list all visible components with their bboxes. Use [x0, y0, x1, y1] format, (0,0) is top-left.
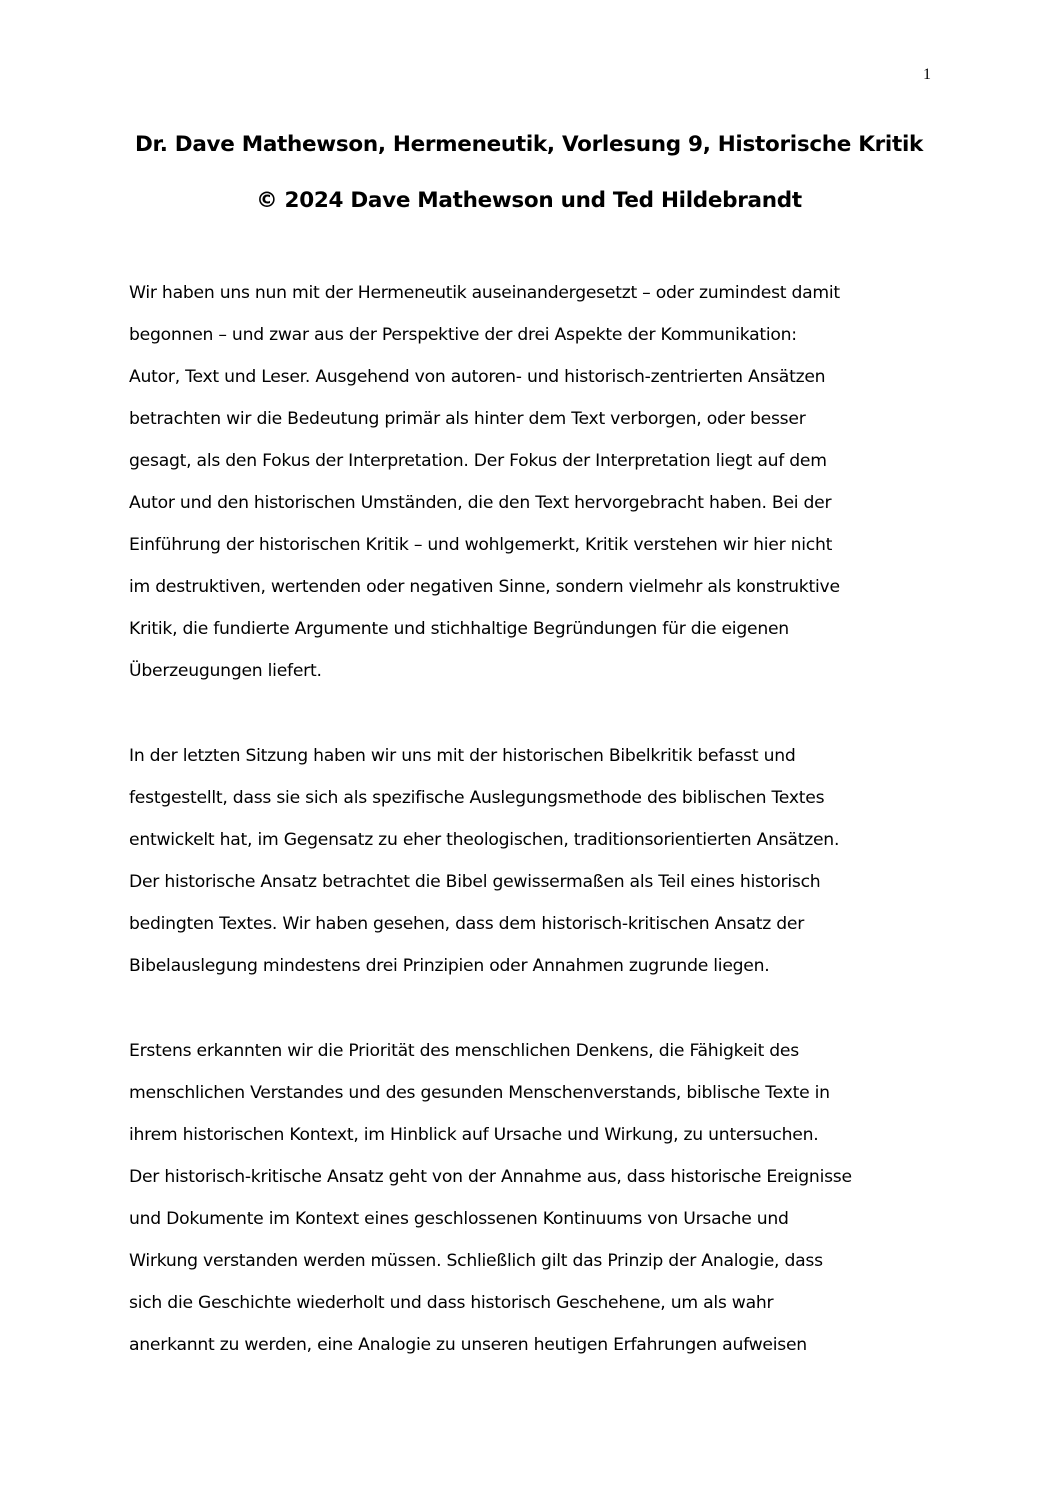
text-line: und Dokumente im Kontext eines geschlossenen Kontinuums von Ursache und [129, 1209, 789, 1229]
text-line: Überzeugungen liefert. [129, 661, 322, 681]
text-line: entwickelt hat, im Gegensatz zu eher theologischen, traditionsorientierten Ansätzen. [129, 830, 840, 850]
text-line: Autor, Text und Leser. Ausgehend von autoren- und historisch-zentrierten Ansätzen [129, 367, 826, 387]
text-line: Kritik, die fundierte Argumente und stichhaltige Begründungen für die eigenen [129, 619, 789, 639]
text-line: gesagt, als den Fokus der Interpretation. Der Fokus der Interpretation liegt auf dem [129, 451, 827, 471]
text-line: Erstens erkannten wir die Priorität des menschlichen Denkens, die Fähigkeit des [129, 1041, 799, 1061]
text-line: Der historisch-kritische Ansatz geht von der Annahme aus, dass historische Ereignisse [129, 1167, 852, 1187]
paragraph-2 [129, 735, 949, 987]
text-line: Einführung der historischen Kritik – und wohlgemerkt, Kritik verstehen wir hier nicht [129, 535, 833, 555]
text-line: Wir haben uns nun mit der Hermeneutik auseinandergesetzt – oder zumindest damit [129, 283, 840, 303]
copyright-line: © 2024 Dave Mathewson und Ted Hildebrandt [256, 188, 802, 213]
text-line: bedingten Textes. Wir haben gesehen, dass dem historisch-kritischen Ansatz der [129, 914, 805, 934]
paragraph-3 [129, 1030, 949, 1366]
text-line: anerkannt zu werden, eine Analogie zu unseren heutigen Erfahrungen aufweisen [129, 1335, 807, 1355]
paragraph-1 [129, 272, 949, 692]
text-line: Wirkung verstanden werden müssen. Schließlich gilt das Prinzip der Analogie, dass [129, 1251, 823, 1271]
text-line: im destruktiven, wertenden oder negativen Sinne, sondern vielmehr als konstruktive [129, 577, 840, 597]
text-line: Bibelauslegung mindestens drei Prinzipien oder Annahmen zugrunde liegen. [129, 956, 770, 976]
text-line: ihrem historischen Kontext, im Hinblick auf Ursache und Wirkung, zu untersuchen. [129, 1125, 819, 1145]
text-line: begonnen – und zwar aus der Perspektive der drei Aspekte der Kommunikation: [129, 325, 797, 345]
text-line: Autor und den historischen Umständen, die den Text hervorgebracht haben. Bei der [129, 493, 832, 513]
page-number: 1 [923, 66, 931, 83]
text-line: Der historische Ansatz betrachtet die Bibel gewissermaßen als Teil eines historisch [129, 872, 821, 892]
text-line: betrachten wir die Bedeutung primär als hinter dem Text verborgen, oder besser [129, 409, 806, 429]
document-title: Dr. Dave Mathewson, Hermeneutik, Vorlesung 9, Historische Kritik [134, 132, 924, 157]
text-line: menschlichen Verstandes und des gesunden Menschenverstands, biblische Texte in [129, 1083, 830, 1103]
text-line: In der letzten Sitzung haben wir uns mit der historischen Bibelkritik befasst und [129, 746, 796, 766]
text-line: sich die Geschichte wiederholt und dass historisch Geschehene, um als wahr [129, 1293, 774, 1313]
text-line: festgestellt, dass sie sich als spezifische Auslegungsmethode des biblischen Textes [129, 788, 825, 808]
